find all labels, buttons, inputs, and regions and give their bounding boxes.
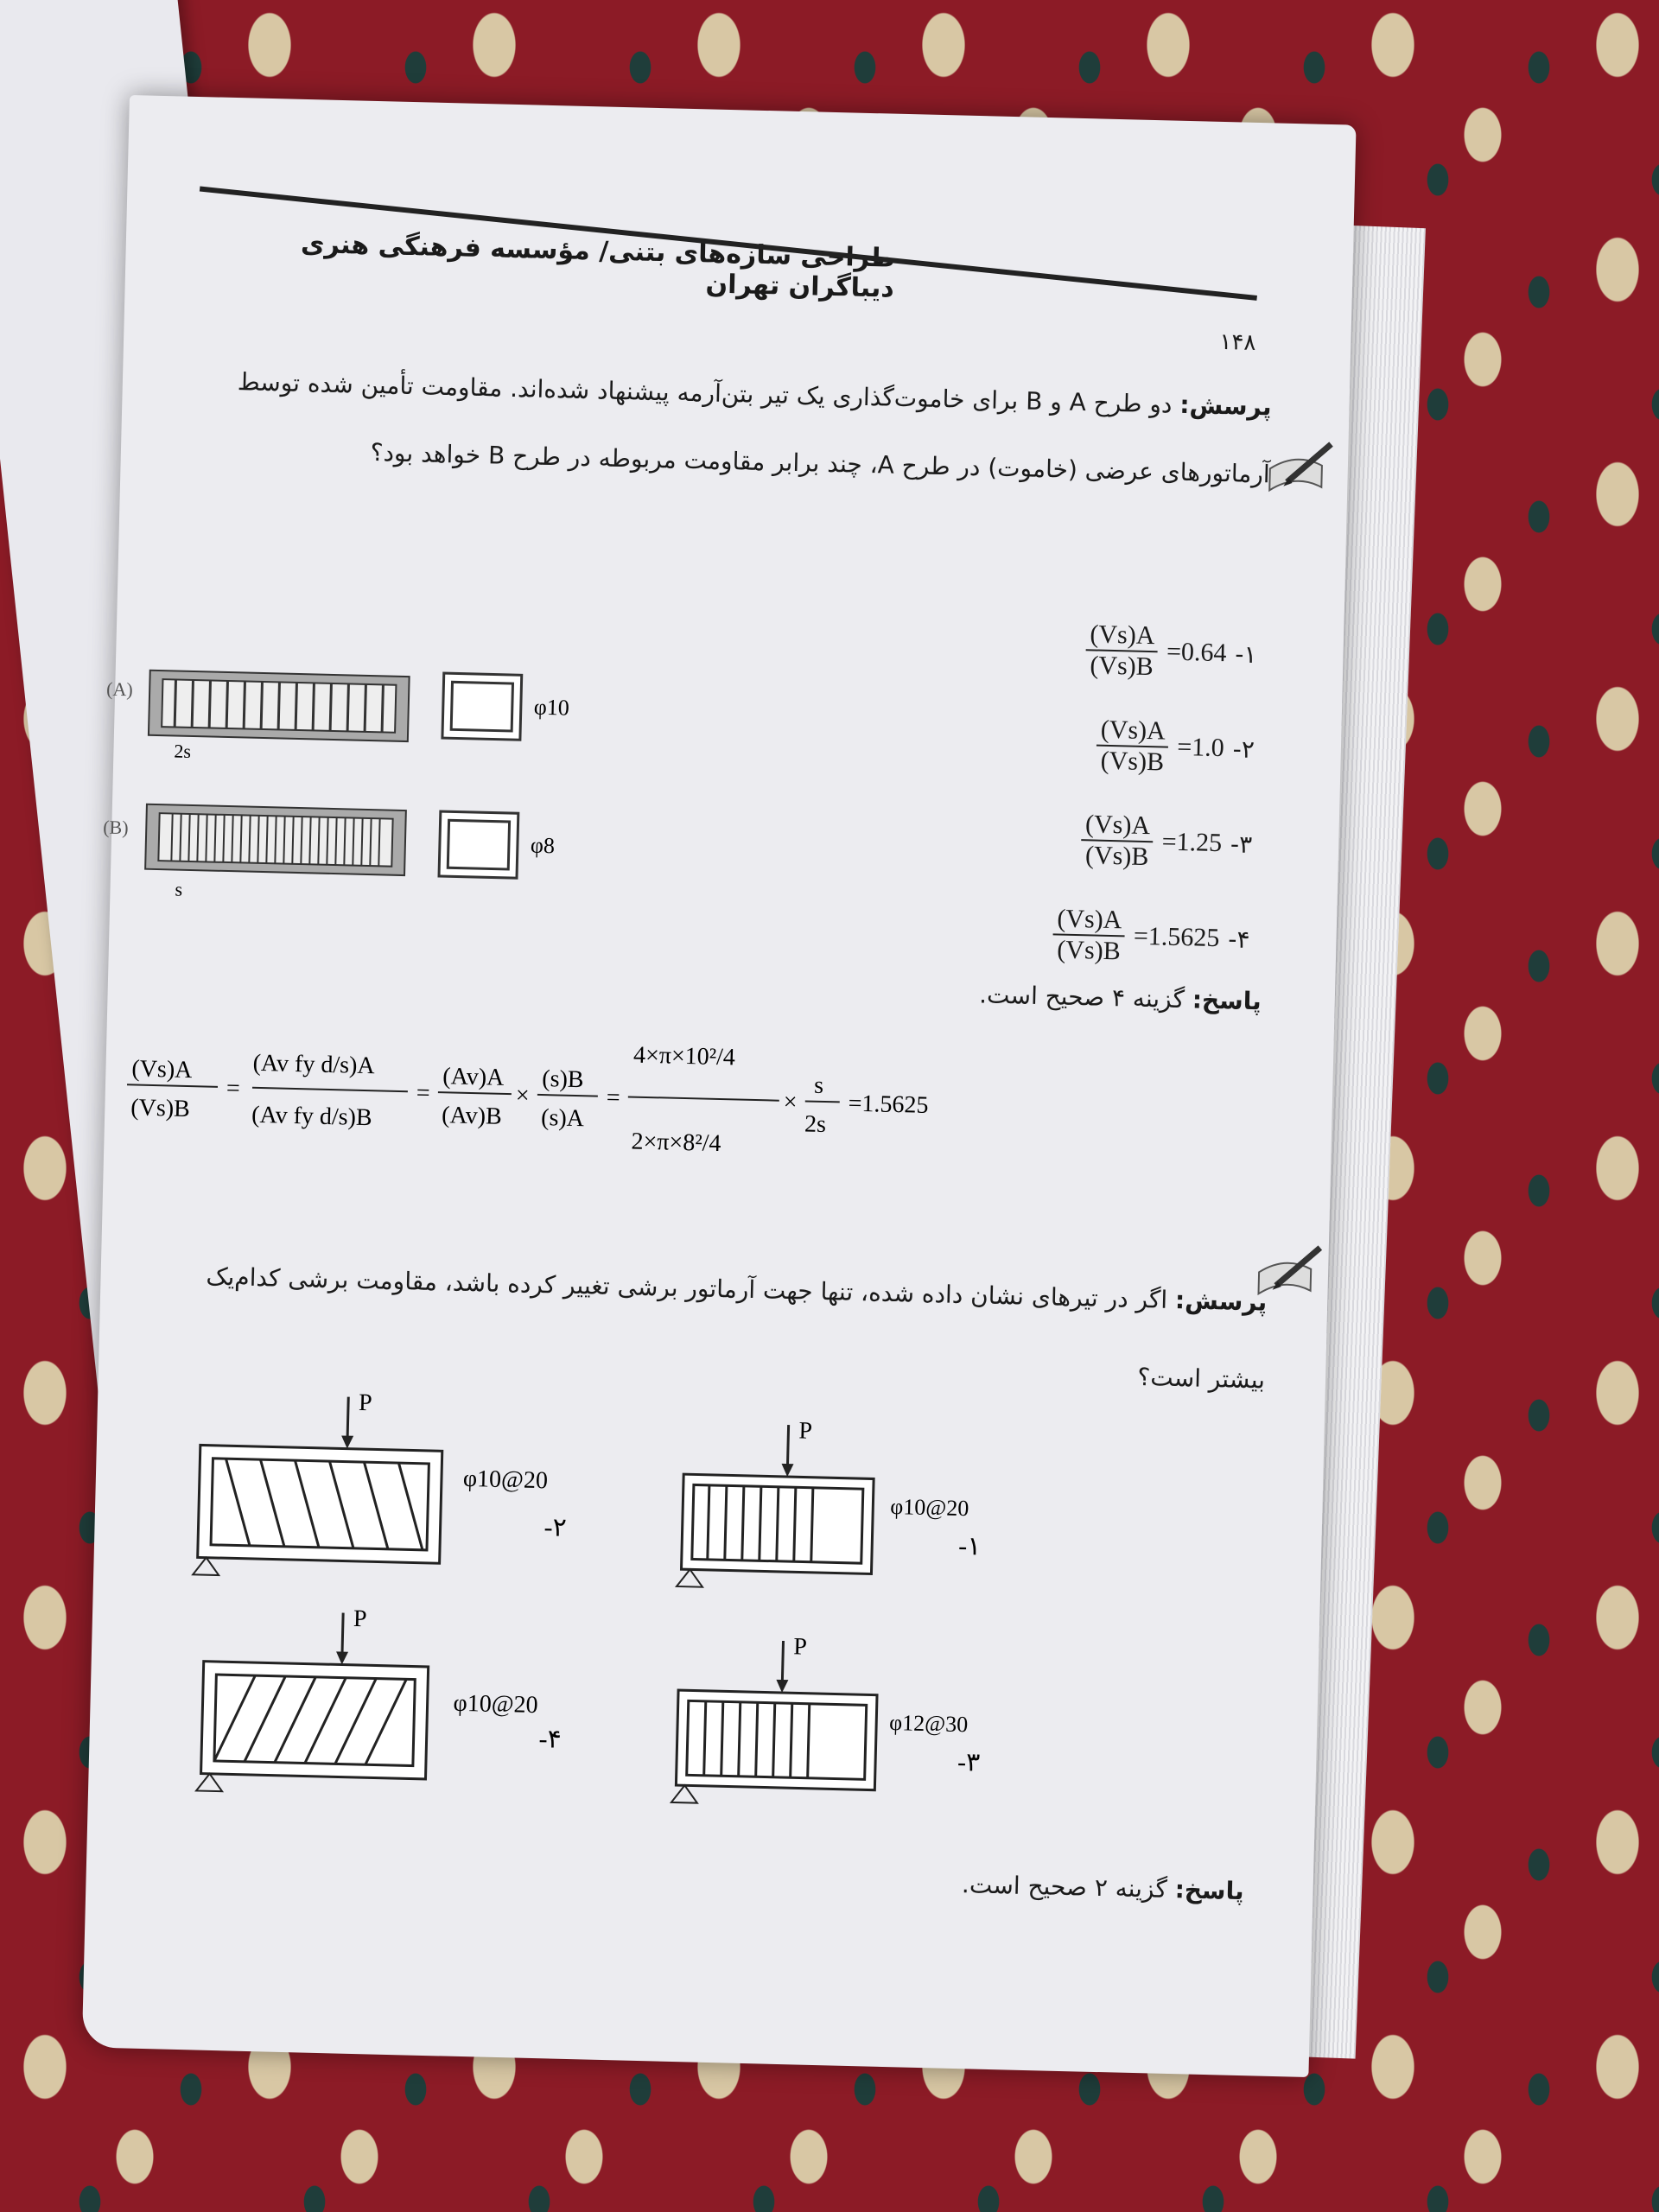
formula-t3-den: 2×π×8²/4 (631, 1128, 721, 1158)
beam-b-label: (B) (102, 816, 129, 839)
option-fraction: $\frac{(Vs)A}{(Vs)B}$ (1052, 904, 1126, 966)
question-2-text: اگر در تیرهای نشان داده شده، تنها جهت آرماتور برشی تغییر کرده باشد، مقاومت برشی کدام‌یک بیشتر است؟ (206, 1262, 1266, 1395)
formula-t1-den: (Av fy d/s)B (251, 1101, 373, 1132)
beam-options-figure (122, 1375, 1238, 1851)
formula-lhs-num: (Vs)A (131, 1055, 193, 1084)
question-2-label: پرسش: (1174, 1285, 1268, 1317)
option-number: -۴ (1227, 924, 1250, 954)
beam-a-label: (A) (105, 677, 134, 701)
beam-b (101, 804, 556, 910)
option-value: =1.25 (1161, 827, 1223, 858)
option-fraction: $\frac{(Vs)A}{(Vs)B}$ (1081, 810, 1154, 872)
beam-option-2 (193, 1385, 569, 1583)
question-1-label: پرسش: (1179, 390, 1272, 422)
svg-text:=: = (606, 1084, 620, 1112)
formula-t2b-den: (s)A (540, 1103, 585, 1133)
bar-a-label: φ10 (533, 694, 570, 721)
option-2 (943, 694, 1256, 797)
option-value: =1.5625 (1133, 921, 1220, 953)
option-4 (938, 884, 1251, 987)
option-number: -۴ (538, 1725, 563, 1754)
option-fraction: $\frac{(Vs)A}{(Vs)B}$ (1096, 715, 1170, 778)
formula-ratio-den: 2s (804, 1110, 827, 1139)
option-value: =1.0 (1176, 732, 1225, 763)
solution-formula (120, 994, 988, 1205)
beam-option-3 (671, 1630, 983, 1810)
option-fraction: $\frac{(Vs)A}{(Vs)B}$ (1085, 620, 1159, 682)
answer-1-label: پاسخ: (1192, 985, 1262, 1016)
answer-2-text: گزینه ۲ صحیح است. (961, 1870, 1168, 1904)
rebar-label: φ10@20 (453, 1689, 538, 1719)
option-number: -۲ (543, 1513, 568, 1542)
answer-1 (979, 980, 1262, 1015)
rebar-label: φ10@20 (889, 1494, 969, 1522)
book-page (82, 95, 1357, 2077)
spacing-a-label: 2s (174, 740, 192, 762)
answer-2-label: پاسخ: (1174, 1875, 1245, 1906)
svg-text:×: × (515, 1082, 531, 1109)
page-number: ۱۴۸ (1219, 328, 1256, 356)
formula-ratio-num: s (813, 1071, 824, 1099)
question-1-text: دو طرح A و B برای خاموت‌گذاری یک تیر بتن‌آرمه پیشنهاد شده‌اند. مقاومت تأمین شده توسط آرماتورهای عرضی (خاموت) در طرح A، چند برابر مقاومت مربوطه در طرح B خواهد بود؟ (237, 367, 1271, 489)
formula-t2a-num: (Av)A (442, 1063, 505, 1091)
option-number: -۲ (1232, 734, 1255, 764)
bar-b-label: φ8 (530, 832, 556, 859)
load-label: P (792, 1633, 808, 1661)
formula-result: =1.5625 (848, 1090, 929, 1119)
option-number: -۳ (1230, 829, 1253, 859)
beam-a (105, 665, 570, 772)
formula-t2b-num: (s)B (541, 1065, 584, 1094)
formula-t2a-den: (Av)B (441, 1102, 503, 1130)
option-number: -۳ (957, 1747, 981, 1777)
pen-scroll-icon (1261, 434, 1340, 505)
question-1-options (938, 599, 1258, 987)
spacing-b-label: s (175, 878, 183, 900)
svg-text:=: = (416, 1079, 431, 1107)
rebar-label: φ10@20 (462, 1465, 549, 1495)
rebar-label: φ12@30 (888, 1710, 969, 1738)
answer-2 (962, 1870, 1244, 1905)
question-1 (224, 348, 1272, 509)
load-label: P (353, 1605, 367, 1633)
running-header: طراحی سازه‌های بتنی/ مؤسسه فرهنگی هنری دیباگران تهران (300, 228, 896, 304)
load-label: P (358, 1389, 373, 1417)
svg-text:=: = (226, 1075, 241, 1103)
option-number: -۱ (957, 1531, 982, 1561)
svg-text:×: × (783, 1088, 798, 1116)
option-value: =0.64 (1166, 637, 1227, 668)
option-1 (944, 599, 1258, 702)
beam-option-4 (196, 1602, 564, 1800)
formula-t3-num: 4×π×10²/4 (632, 1041, 736, 1071)
beam-option-1 (677, 1414, 984, 1594)
stirrup-layout-figure (101, 631, 592, 928)
answer-1-text: گزینه ۴ صحیح است. (978, 980, 1185, 1014)
formula-lhs-den: (Vs)B (130, 1094, 191, 1123)
option-3 (940, 789, 1254, 892)
formula-t1-num: (Av fy d/s)A (252, 1049, 376, 1080)
load-label: P (798, 1417, 813, 1445)
option-number: -۱ (1235, 639, 1257, 669)
